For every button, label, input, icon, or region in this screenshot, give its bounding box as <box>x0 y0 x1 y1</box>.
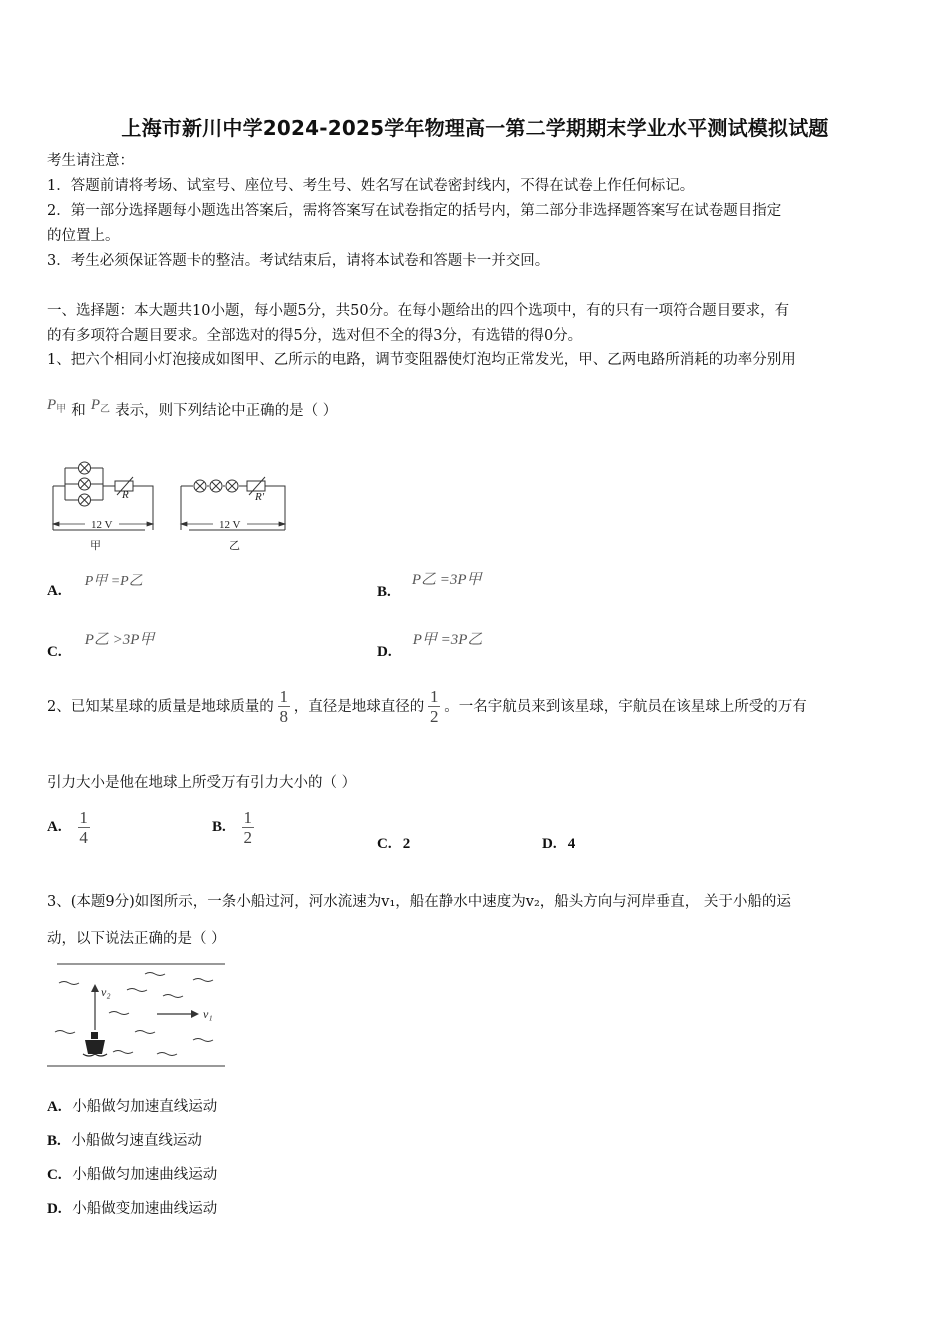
q1-stem-rest: 表示，则下列结论中正确的是（ ） <box>115 403 338 419</box>
q2-option-c-letter: C. <box>377 836 392 852</box>
page-title: 上海市新川中学2024-2025学年物理高一第二学期期末学业水平测试模拟试题 <box>121 116 829 140</box>
q1-option-b-text: P乙 =3P甲 <box>411 572 482 588</box>
q1-circuit-figure <box>45 450 295 555</box>
q2-option-b-fraction: $\frac{1}{2}$ <box>243 808 253 847</box>
q3-option-b[interactable] <box>47 1131 202 1151</box>
q3-river-figure <box>45 958 230 1073</box>
q1-option-a[interactable] <box>47 574 143 600</box>
q2-option-d-letter: D. <box>542 836 557 852</box>
q3-option-a-text: 小船做匀加速直线运动 <box>72 1099 218 1115</box>
q3-option-c-letter: C. <box>47 1167 62 1183</box>
q3-boat-icon <box>83 1032 107 1056</box>
notice-item-2-cont: 的位置上。 <box>47 228 120 244</box>
q1-stem-line-1: 1、把六个相同小灯泡接成如图甲、乙所示的电路，调节变阻器使灯泡均正常发光，甲、乙两电路所消耗的功率分别用 <box>47 352 796 368</box>
q1-voltage-yi: 12 V <box>219 519 241 531</box>
q1-fig-label-yi: 乙 <box>229 540 240 552</box>
q2-stem-part-1: 2、已知某星球的质量是地球质量的 <box>47 698 274 715</box>
section-intro-line-1: 一、选择题：本大题共10小题，每小题5分，共50分。在每小题给出的四个选项中，有的只有一项符合题目要求，有 <box>47 303 790 319</box>
q2-stem-part-2: ，直径是地球直径的 <box>293 698 425 715</box>
q1-stem-line-2 <box>47 397 338 421</box>
q3-stem-line-1: 3、(本题9分)如图所示，一条小船过河，河水流速为v₁，船在静水中速度为v₂，船头方向与河岸垂直， 关于小船的运 <box>47 894 791 910</box>
q2-option-d-text: 4 <box>567 836 576 852</box>
q2-stem-line-1 <box>47 687 807 726</box>
q3-stem-line-2: 动，以下说法正确的是（ ） <box>47 931 226 947</box>
q1-resistor-r-label: R <box>122 489 129 501</box>
q1-and: 和 <box>71 403 86 419</box>
section-intro-line-2: 的有多项符合题目要求。全部选对的得5分，选对但不全的得3分，有选错的得0分。 <box>47 328 583 344</box>
q2-stem-line-2: 引力大小是他在地球上所受万有引力大小的（ ） <box>47 775 357 791</box>
q2-option-d[interactable] <box>542 833 575 853</box>
q3-option-b-letter: B. <box>47 1133 61 1149</box>
q3-option-c[interactable] <box>47 1165 217 1185</box>
q3-option-a-letter: A. <box>47 1099 62 1115</box>
q3-option-d[interactable] <box>47 1199 217 1219</box>
q2-stem-part-3: 。一名宇航员来到该星球，宇航员在该星球上所受的万有 <box>444 698 807 715</box>
notice-item-3: 3．考生必须保证答题卡的整洁。考试结束后，请将本试卷和答题卡一并交回。 <box>47 253 550 269</box>
q2-fraction-mass: $\frac{1}{8}$ <box>279 687 288 726</box>
q1-option-b[interactable] <box>377 572 482 601</box>
q2-option-a-letter: A. <box>47 819 62 835</box>
q2-option-b-letter: B. <box>212 819 226 835</box>
q3-option-d-text: 小船做变加速曲线运动 <box>72 1201 218 1217</box>
q1-p-yi: $P_乙$ <box>90 397 111 415</box>
q1-resistor-r2-label: R' <box>255 491 265 503</box>
notice-heading: 考生请注意： <box>47 153 134 169</box>
q1-option-c[interactable] <box>47 632 155 661</box>
q1-option-d[interactable] <box>377 632 483 661</box>
q1-voltage-jia: 12 V <box>91 519 113 531</box>
q3-option-b-text: 小船做匀速直线运动 <box>71 1133 202 1149</box>
q2-option-c-text: 2 <box>402 836 411 852</box>
q1-option-b-letter: B. <box>377 584 391 600</box>
q1-option-c-text: P乙 >3P甲 <box>84 632 155 648</box>
q1-option-d-letter: D. <box>377 644 392 660</box>
q1-fig-label-jia: 甲 <box>90 540 101 552</box>
q2-option-b[interactable] <box>212 808 254 847</box>
q3-option-d-letter: D. <box>47 1201 62 1217</box>
q3-label-v1: v₁ <box>203 1007 213 1021</box>
q2-option-c[interactable] <box>377 833 410 853</box>
q3-option-c-text: 小船做匀加速曲线运动 <box>72 1167 218 1183</box>
q3-label-v2: v₂ <box>101 985 111 999</box>
q1-option-c-letter: C. <box>47 644 62 660</box>
notice-item-2: 2．第一部分选择题每小题选出答案后，需将答案写在试卷指定的括号内，第二部分非选择题答案写在试卷题目指定 <box>47 203 782 219</box>
q2-option-a-fraction: $\frac{1}{4}$ <box>79 808 88 847</box>
q1-option-a-text: P甲 =P乙 <box>84 574 143 589</box>
q2-fraction-diameter: $\frac{1}{2}$ <box>429 687 439 726</box>
q1-option-a-letter: A. <box>47 583 62 599</box>
q2-option-a[interactable] <box>47 808 90 847</box>
notice-item-1: 1．答题前请将考场、试室号、座位号、考生号、姓名写在试卷密封线内，不得在试卷上作任何标记。 <box>47 178 695 194</box>
q1-option-d-text: P甲 =3P乙 <box>412 632 483 648</box>
q3-option-a[interactable] <box>47 1097 217 1117</box>
q1-p-jia: $P_甲$ <box>47 397 67 415</box>
